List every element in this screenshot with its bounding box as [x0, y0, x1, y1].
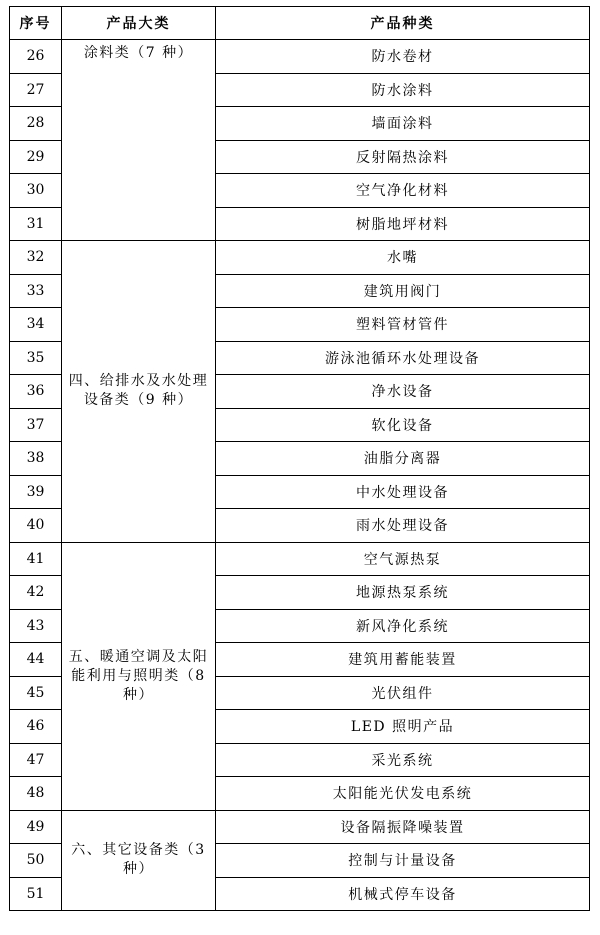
- serial-number-cell: 42: [10, 576, 62, 610]
- product-type-cell: LED 照明产品: [216, 710, 590, 744]
- product-type-cell: 反射隔热涂料: [216, 140, 590, 174]
- product-type-cell: 中水处理设备: [216, 475, 590, 509]
- table-row: [10, 40, 590, 74]
- product-type-cell: 软化设备: [216, 408, 590, 442]
- serial-number-cell: 35: [10, 341, 62, 375]
- product-type-cell: 墙面涂料: [216, 107, 590, 141]
- product-type-cell: 光伏组件: [216, 676, 590, 710]
- serial-number-cell: 33: [10, 274, 62, 308]
- serial-number-cell: 30: [10, 174, 62, 208]
- serial-number-cell: 41: [10, 542, 62, 576]
- serial-number-cell: 36: [10, 375, 62, 409]
- table-body: [10, 40, 590, 911]
- header-serial-number: 序号: [10, 7, 62, 40]
- product-type-cell: 净水设备: [216, 375, 590, 409]
- serial-number-cell: 44: [10, 643, 62, 677]
- serial-number-cell: 26: [10, 40, 62, 74]
- table-row: [10, 542, 590, 576]
- serial-number-cell: 39: [10, 475, 62, 509]
- product-type-cell: 太阳能光伏发电系统: [216, 777, 590, 811]
- serial-number-cell: 47: [10, 743, 62, 777]
- product-type-cell: 防水卷材: [216, 40, 590, 74]
- product-type-cell: 塑料管材管件: [216, 308, 590, 342]
- product-type-cell: 防水涂料: [216, 73, 590, 107]
- serial-number-cell: 29: [10, 140, 62, 174]
- serial-number-cell: 32: [10, 241, 62, 275]
- product-type-cell: 水嘴: [216, 241, 590, 275]
- serial-number-cell: 46: [10, 710, 62, 744]
- product-category-cell: 四、给排水及水处理设备类（9 种）: [62, 241, 216, 543]
- serial-number-cell: 31: [10, 207, 62, 241]
- header-product-category: 产品大类: [62, 7, 216, 40]
- header-row: [10, 7, 590, 40]
- product-type-cell: 空气源热泵: [216, 542, 590, 576]
- serial-number-cell: 51: [10, 877, 62, 911]
- product-type-cell: 游泳池循环水处理设备: [216, 341, 590, 375]
- product-category-cell: 涂料类（7 种）: [62, 40, 216, 241]
- product-type-cell: 设备隔振降噪装置: [216, 810, 590, 844]
- table-row: [10, 241, 590, 275]
- serial-number-cell: 28: [10, 107, 62, 141]
- product-category-cell: 六、其它设备类（3 种）: [62, 810, 216, 911]
- product-type-cell: 机械式停车设备: [216, 877, 590, 911]
- product-type-cell: 雨水处理设备: [216, 509, 590, 543]
- product-type-cell: 新风净化系统: [216, 609, 590, 643]
- serial-number-cell: 50: [10, 844, 62, 878]
- product-type-cell: 控制与计量设备: [216, 844, 590, 878]
- serial-number-cell: 45: [10, 676, 62, 710]
- product-category-cell: 五、暖通空调及太阳能利用与照明类（8 种）: [62, 542, 216, 810]
- serial-number-cell: 40: [10, 509, 62, 543]
- product-table: [9, 6, 590, 911]
- serial-number-cell: 43: [10, 609, 62, 643]
- serial-number-cell: 34: [10, 308, 62, 342]
- product-type-cell: 地源热泵系统: [216, 576, 590, 610]
- product-type-cell: 空气净化材料: [216, 174, 590, 208]
- serial-number-cell: 37: [10, 408, 62, 442]
- product-type-cell: 建筑用蓄能装置: [216, 643, 590, 677]
- serial-number-cell: 49: [10, 810, 62, 844]
- product-type-cell: 采光系统: [216, 743, 590, 777]
- serial-number-cell: 38: [10, 442, 62, 476]
- table-row: [10, 810, 590, 844]
- serial-number-cell: 27: [10, 73, 62, 107]
- product-type-cell: 油脂分离器: [216, 442, 590, 476]
- product-type-cell: 建筑用阀门: [216, 274, 590, 308]
- serial-number-cell: 48: [10, 777, 62, 811]
- header-product-type: 产品种类: [216, 7, 590, 40]
- product-type-cell: 树脂地坪材料: [216, 207, 590, 241]
